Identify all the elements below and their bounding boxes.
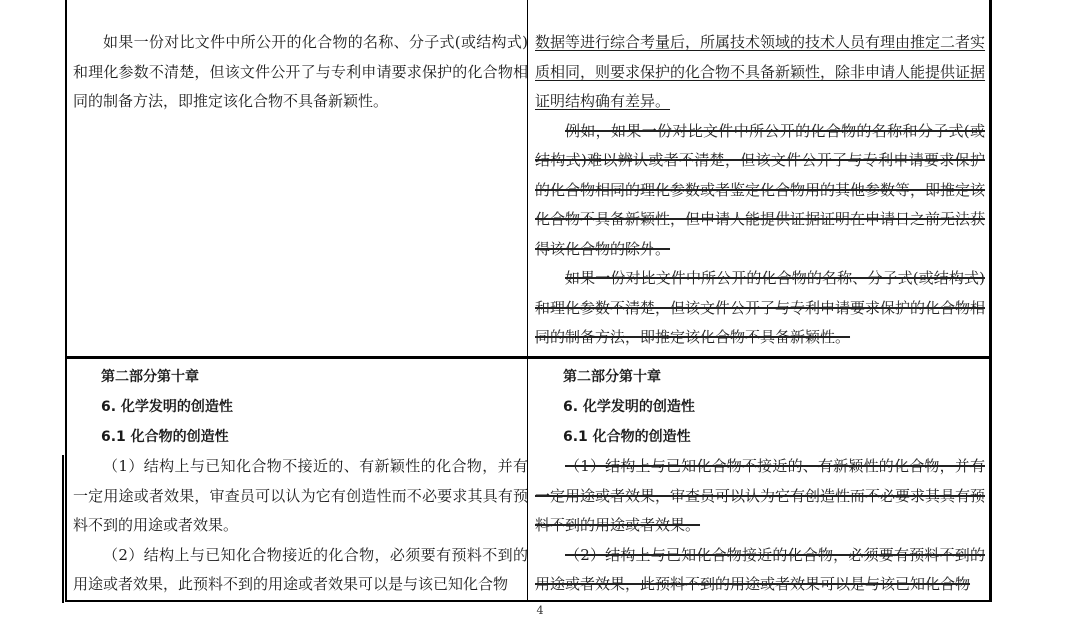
old-paragraph: 如果一份对比文件中所公开的化合物的名称、分子式(或结构式)和理化参数不清楚，但该文件公开了与专利申请要求保护的化合物相同的制备方法，即推定该化合物不具备新颖性。: [73, 33, 528, 110]
chapter-heading: 第二部分第十章: [563, 369, 661, 385]
subsection-heading: 6.1 化合物的创造性: [101, 429, 229, 445]
deleted-paragraph: [535, 264, 985, 353]
table-border-right: [989, 0, 992, 602]
deleted-text: （1）结构上与已知化合物不接近的、有新颖性的化合物，并有一定用途或者效果，审查员可以认为它有创造性而不必要求其具有预料不到的用途或者效果。: [535, 457, 986, 534]
table-border-left: [65, 0, 67, 602]
chapter-heading: 第二部分第十章: [101, 369, 199, 385]
comparison-table: [65, 0, 992, 602]
deleted-paragraph: [535, 452, 985, 541]
row-divider: [65, 356, 992, 359]
added-text: 数据等进行综合考量后，所属技术领域的技术人员有理由推定二者实质相同，则要求保护的化合物不具备新颖性，除非申请人能提供证据证明结构确有差异。: [535, 33, 986, 110]
cell-new-top: [535, 28, 985, 353]
cell-old-bottom: [73, 362, 528, 600]
deleted-text: （2）结构上与已知化合物接近的化合物，必须要有预料不到的用途或者效果，此预料不到的用途或者效果可以是与该已知化合物: [535, 545, 985, 593]
old-paragraph: （1）结构上与已知化合物不接近的、有新颖性的化合物，并有一定用途或者效果，审查员可以认为它有创造性而不必要求其具有预料不到的用途或者效果。: [73, 457, 528, 534]
section-heading: 6. 化学发明的创造性: [101, 399, 233, 415]
deleted-text: 如果一份对比文件中所公开的化合物的名称、分子式(或结构式)和理化参数不清楚，但该文件公开了与专利申请要求保护的化合物相同的制备方法，即推定该化合物不具备新颖性。: [535, 269, 986, 346]
deleted-paragraph: [535, 541, 985, 600]
old-paragraph: （2）结构上与已知化合物接近的化合物，必须要有预料不到的用途或者效果，此预料不到的用途或者效果可以是与该已知化合物: [73, 545, 528, 593]
deleted-text: 例如，如果一份对比文件中所公开的化合物的名称和分子式(或结构式)难以辨认或者不清楚，但该文件公开了与专利申请要求保护的化合物相同的理化参数或者鉴定化合物用的其他参数等，即推定该化合物不具备新颖性，但申请人能提供证据证明在申请日之前无法获得该化合物的除外。: [535, 121, 986, 258]
deleted-paragraph: [535, 117, 985, 265]
margin-rule: [62, 455, 64, 603]
subsection-heading: 6.1 化合物的创造性: [563, 429, 691, 445]
page-number: 4: [536, 604, 544, 617]
table-border-bottom: [65, 600, 992, 602]
cell-old-top: [73, 28, 528, 117]
added-text-paragraph: [535, 28, 985, 117]
section-heading: 6. 化学发明的创造性: [563, 399, 695, 415]
cell-new-bottom: [535, 362, 985, 600]
